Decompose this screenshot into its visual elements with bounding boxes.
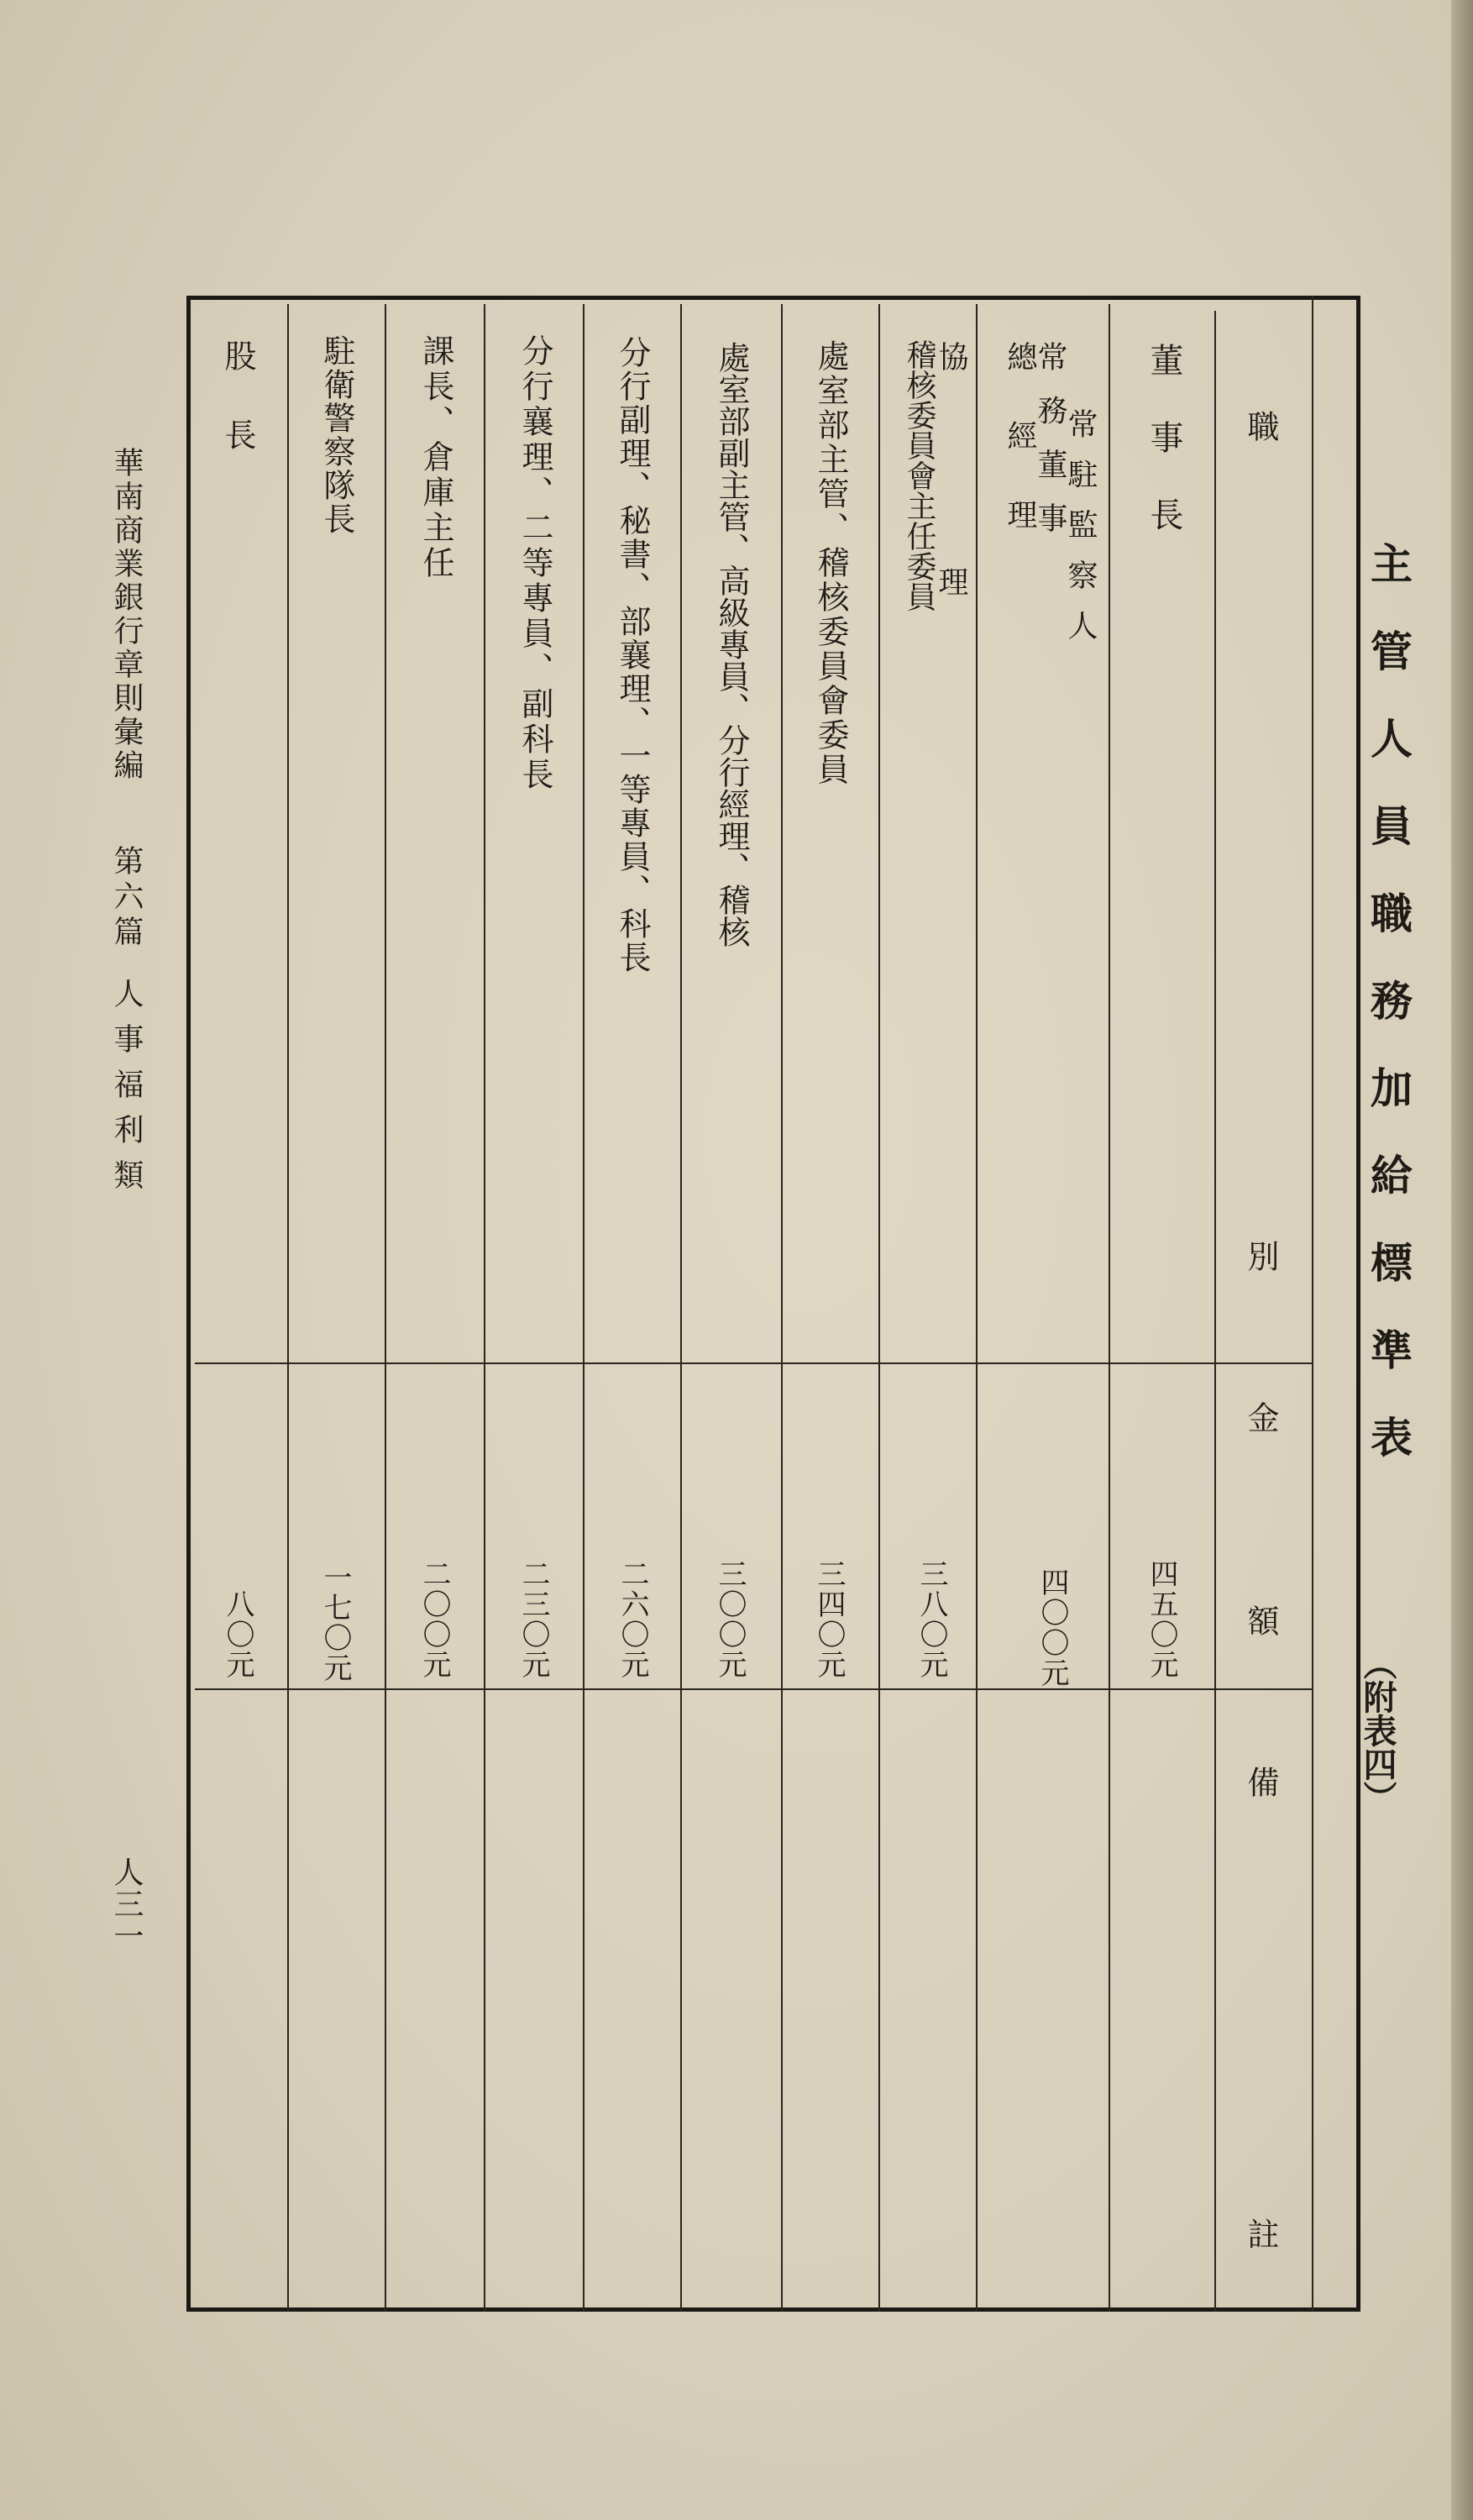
column-divider [385, 304, 386, 2312]
column-divider [484, 304, 485, 2312]
allowance-amount: 二三〇元 [516, 1559, 550, 1680]
column-divider [287, 304, 289, 2312]
column-divider [878, 304, 880, 2312]
allowance-amount: 三〇〇元 [713, 1559, 747, 1680]
header-amount-char-1: 金 [1242, 1401, 1279, 1433]
chapter-label: 第六篇 [109, 845, 144, 951]
page-subtitle: （附表四） [1358, 1646, 1397, 1814]
allowance-amount: 一七〇元 [318, 1562, 352, 1683]
role-label: 分行襄理、二等專員、副科長 [516, 334, 553, 793]
page-edge-shadow [1451, 0, 1473, 2520]
role-label: 處室部副主管、高級專員、分行經理、稽核 [713, 341, 750, 948]
column-divider [1214, 311, 1216, 2312]
allowance-amount: 三四〇元 [812, 1559, 846, 1680]
page-title: 主管人員職務加給標準表 [1364, 542, 1413, 1503]
header-note-char-1: 備 [1242, 1766, 1279, 1798]
header-position-char-1: 職 [1242, 410, 1279, 442]
allowance-amount: 二〇〇元 [417, 1559, 451, 1680]
allowance-amount: 三八〇元 [915, 1559, 948, 1680]
column-divider [1312, 296, 1313, 2312]
column-divider [976, 304, 978, 2312]
column-divider [583, 304, 584, 2312]
role-label: 稽核委員會主任委員 [902, 339, 936, 612]
row-divider-position [195, 1362, 1312, 1364]
allowance-table [186, 296, 1360, 2312]
header-position-char-2: 別 [1242, 1240, 1279, 1272]
allowance-amount: 四〇〇元 [1035, 1567, 1069, 1688]
allowance-amount: 四五〇元 [1145, 1559, 1178, 1680]
column-divider [1109, 304, 1110, 2312]
allowance-amount: 八〇元 [221, 1589, 254, 1680]
header-note-char-2: 註 [1242, 2218, 1279, 2250]
row-divider-amount [195, 1688, 1312, 1690]
header-amount-char-2: 額 [1242, 1604, 1279, 1636]
role-label: 董事長 [1145, 343, 1183, 575]
book-title: 華南商業銀行章則彙編 [109, 447, 144, 783]
page-number: 人三一 [109, 1856, 144, 1952]
role-label: 總經理 [1003, 341, 1037, 578]
role-label: 駐衛警察隊長 [318, 334, 355, 536]
column-divider [781, 304, 783, 2312]
role-label: 股長 [219, 339, 256, 497]
role-label: 課長、倉庫主任 [417, 334, 454, 581]
allowance-amount: 二六〇元 [616, 1559, 649, 1680]
role-label: 分行副理、秘書、部襄理、一等專員、科長 [614, 336, 651, 974]
category-label: 人事福利類 [109, 978, 144, 1205]
role-label: 常駐監察人 [1063, 408, 1098, 660]
role-label: 常務董事 [1033, 341, 1067, 556]
role-label: 處室部主管、稽核委員會委員 [812, 339, 849, 787]
column-divider [680, 304, 682, 2312]
role-label: 協理 [934, 341, 968, 791]
